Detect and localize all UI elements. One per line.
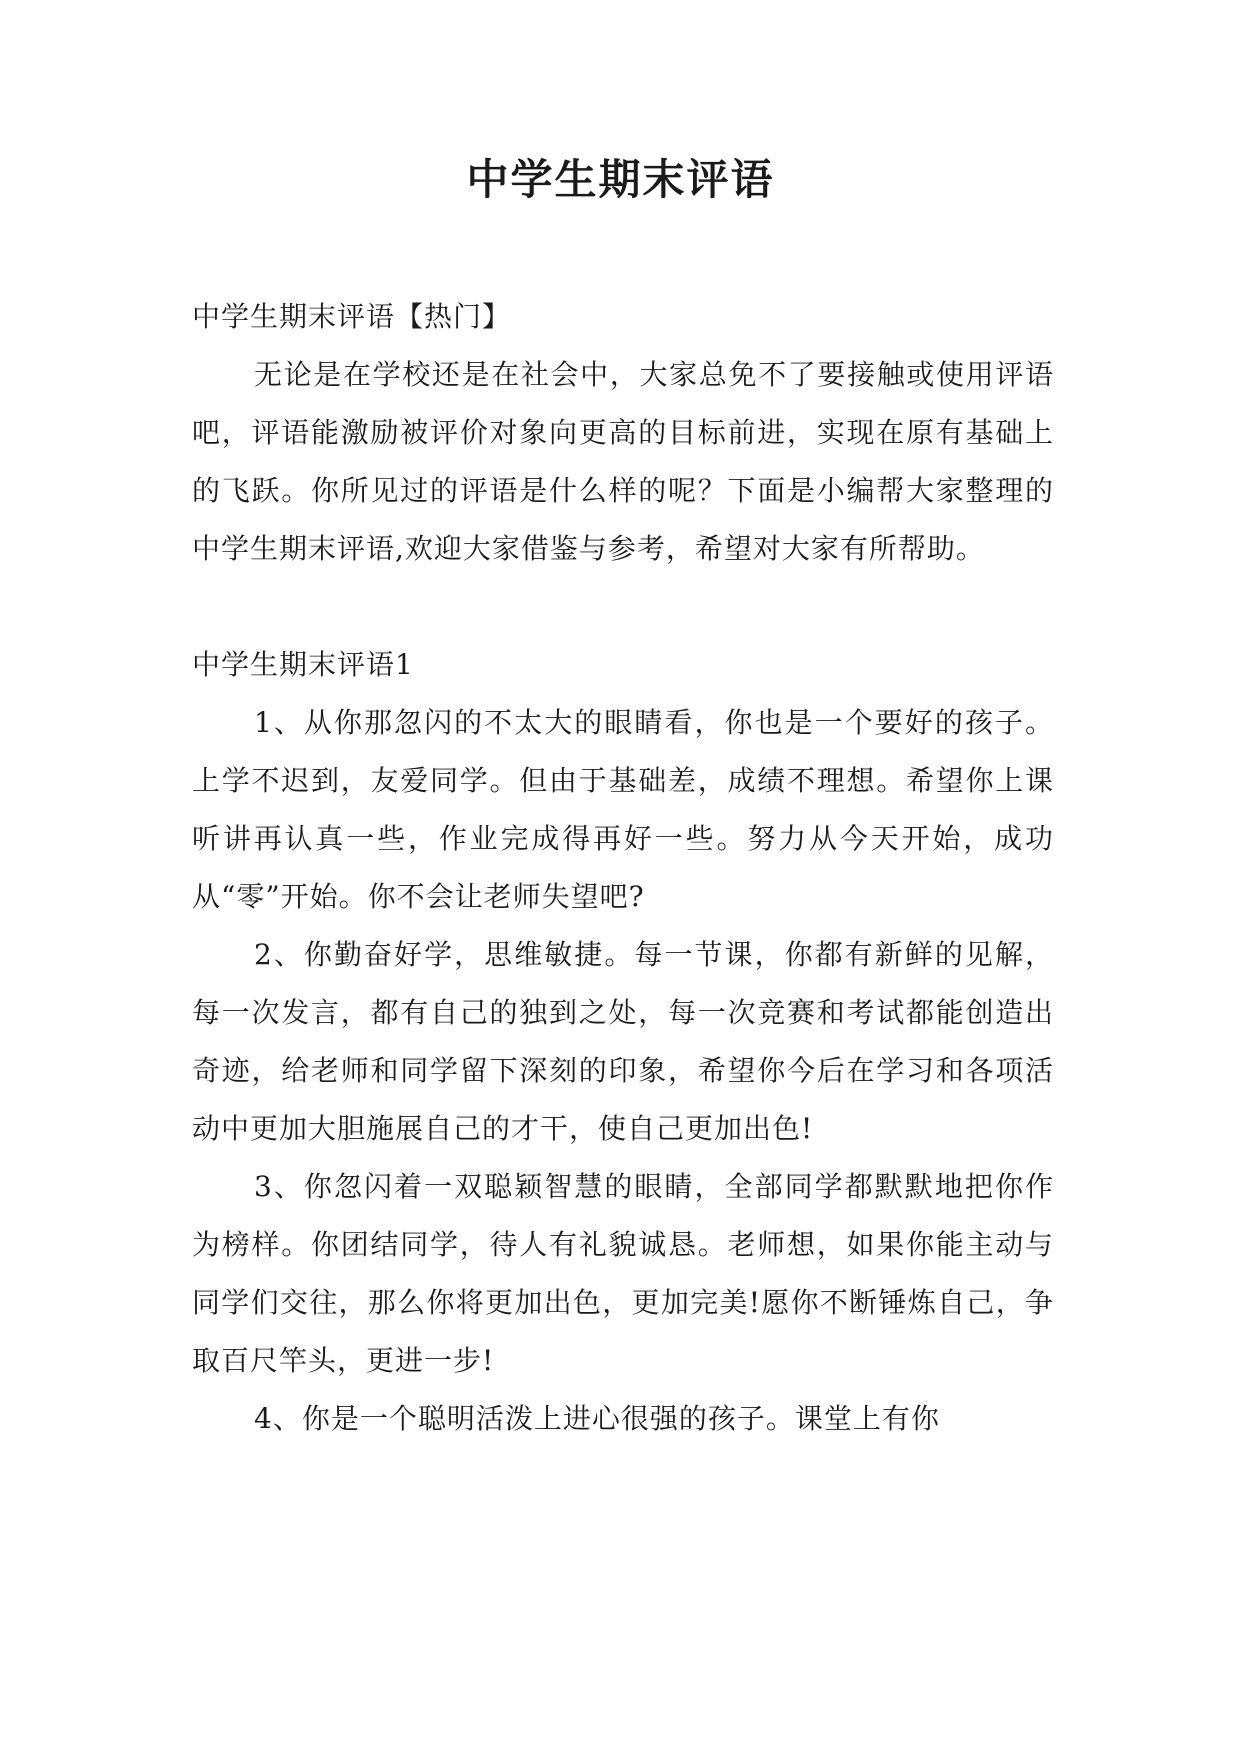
section-heading: 中学生期末评语1 (192, 648, 414, 681)
comment-item-3: 3、你忽闪着一双聪颖智慧的眼睛，全部同学都默默地把你作为榜样。你团结同学，待人有礼貌诚恳。老师想，如果你能主动与同学们交往，那么你将更加出色，更加完美!愿你不断锤炼自己，争取百尺竿头，更进一步! (192, 1170, 1054, 1377)
document-body (192, 288, 1054, 1448)
document-subtitle: 中学生期末评语【热门】 (192, 300, 512, 333)
comment-item-2: 2、你勤奋好学，思维敏捷。每一节课，你都有新鲜的见解，每一次发言，都有自己的独到之处，每一次竞赛和考试都能创造出奇迹，给老师和同学留下深刻的印象，希望你今后在学习和各项活动中更加大胆施展自己的才干，使自己更加出色! (192, 938, 1054, 1145)
document-title: 中学生期末评语 (466, 155, 775, 204)
comment-item-4: 4、你是一个聪明活泼上进心很强的孩子。课堂上有你 (254, 1402, 940, 1435)
comment-item-1: 1、从你那忽闪的不太大的眼睛看，你也是一个要好的孩子。上学不迟到，友爱同学。但由于基础差，成绩不理想。希望你上课听讲再认真一些，作业完成得再好一些。努力从今天开始，成功从“零”开始。你不会让老师失望吧? (192, 706, 1054, 913)
section-spacer (192, 578, 1054, 636)
intro-paragraph: 无论是在学校还是在社会中，大家总免不了要接触或使用评语吧，评语能激励被评价对象向更高的目标前进，实现在原有基础上的飞跃。你所见过的评语是什么样的呢？下面是小编帮大家整理的中学生期末评语,欢迎大家借鉴与参考，希望对大家有所帮助。 (192, 358, 1054, 565)
